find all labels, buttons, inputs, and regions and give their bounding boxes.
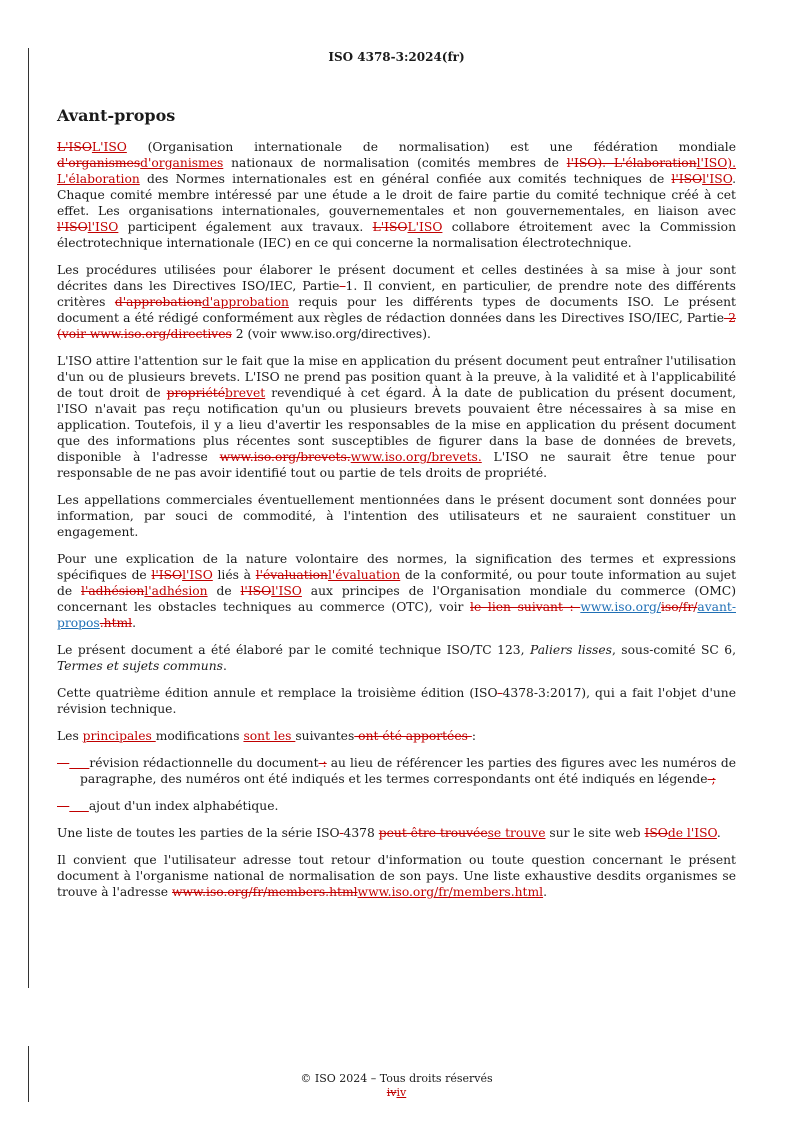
inserted-text: l'ISO: [87, 220, 119, 234]
inserted-text: l'évaluation: [327, 568, 401, 582]
inserted-dash: [69, 756, 89, 770]
inserted-dash: [69, 799, 89, 813]
paragraph-patents: L'ISO attire l'attention sur le fait que la mise en application du présent document peut entraîner l'utilisation d'un ou de plusieurs brevets. L'ISO ne prend pas position quant à la preuve, à la validité et à l'applicabilité de tout droit de propriétébrevet revendiqué à cet égard. À la date de publication du présent document, l'ISO n'avait pas reçu notification qu'un ou plusieurs brevets pouvaient être nécessaires à sa mise en application. Toutefois, il y a lieu d'avertir les responsables de la mise en application du présent document que des informations plus récentes sont susceptibles de figurer dans la base de données de brevets, disponible à l'adresse www.iso.org/brevets.www.iso.org/brevets. L'ISO ne saurait être tenue pour responsable de ne pas avoir identifié tout ou partie de tels droits de propriété.: [57, 354, 737, 480]
deleted-link[interactable]: www.iso.org/brevets.: [219, 450, 351, 464]
page-footer: [0, 1072, 793, 1100]
paragraph-feedback: Il convient que l'utilisateur adresse tout retour d'information ou toute question concernant le présent document à l'organisme national de normalisation de son pays. Une liste exhaustive desdits organismes se trouve à l'adresse www.iso.org/fr/members.htmlwww.iso.org/fr/members.html.: [57, 853, 736, 899]
deleted-text: L'ISO: [372, 220, 408, 234]
inserted-text: L'ISO: [407, 220, 443, 234]
deleted-text: ;: [707, 772, 716, 786]
inserted-text: de l'ISO: [667, 826, 717, 840]
paragraph-voluntary-nature: Pour une explication de la nature volontaire des normes, la signification des termes et expressions spécifiques de l'ISOl'ISO liés à l'évaluationl'évaluation de la conformité, ou pour toute information au sujet de l'adhésionl'adhésion de l'ISOl'ISO aux principes de l'Organisation mondiale du commerce (OMC) concernant les obstacles techniques au commerce (OTC), voir le lien suivant : www.iso.org/iso/fr/avant-propos.html.: [57, 552, 737, 630]
deleted-text: peut être trouvée: [378, 826, 488, 840]
deleted-text: l'ISO: [671, 172, 703, 186]
inserted-text: brevet: [225, 386, 266, 400]
deleted-text: iso/fr/: [660, 600, 698, 614]
page-title: Avant-propos: [57, 106, 176, 125]
deleted-link[interactable]: www.iso.org/fr/members.html: [172, 885, 358, 899]
inserted-text: l'ISO). L'élaboration: [57, 156, 737, 186]
deleted-text: l'ISO: [57, 220, 88, 234]
left-margin-bar-top: [28, 48, 29, 988]
deleted-text: l'ISO: [151, 568, 183, 582]
paragraph-procedures: Les procédures utilisées pour élaborer le présent document et celles destinées à sa mise à jour sont décrites dans les Directives ISO/IEC, Partie 1. Il convient, en particulier, de prendre note des différents critères d'approbationd'approbation requis pour les différents types de documents ISO. Le présent document a été rédigé conformément aux règles de rédaction données dans les Directives ISO/IEC, Partie 2 (voir www.iso.org/directives 2 (voir www.iso.org/directives).: [57, 263, 737, 341]
inserted-text: sont les: [243, 729, 296, 743]
deleted-text: :: [318, 756, 327, 770]
deleted-text: .html: [99, 616, 133, 630]
inserted-text: L'ISO: [91, 140, 127, 154]
paragraph-series-list: Une liste de toutes les parties de la série ISO 4378 peut être trouvéese trouve sur le site web ISOde l'ISO.: [57, 826, 721, 840]
deleted-dash: —: [57, 756, 70, 770]
deleted-dash: —: [57, 799, 70, 813]
main-content: [57, 106, 736, 911]
paragraph-committee: Le présent document a été élaboré par le comité technique ISO/TC 123, Paliers lisses, sous-comité SC 6, Termes et sujets communs.: [57, 643, 737, 673]
inserted-text: l'ISO: [182, 568, 213, 582]
inserted-text: se trouve: [487, 826, 546, 840]
foreword-link-domain[interactable]: www.iso.org/: [580, 600, 661, 614]
deleted-text: propriété: [166, 386, 225, 400]
deleted-text: d'approbation: [114, 295, 202, 309]
deleted-text: l'ISO). L'élaboration: [566, 156, 697, 170]
inserted-text: d'approbation: [201, 295, 289, 309]
deleted-text: 2 (voir www.iso.org/directives: [57, 311, 737, 341]
document-id: ISO 4378-3:2024(fr): [328, 50, 465, 64]
deleted-text: l'évaluation: [255, 568, 328, 582]
copyright-notice: © ISO 2024 – Tous droits réservés: [300, 1072, 493, 1085]
deleted-text: d'organismes: [57, 156, 141, 170]
deleted-text: l'adhésion: [81, 584, 145, 598]
paragraph-trade-names: Les appellations commerciales éventuellement mentionnées dans le présent document sont données pour information, par souci de commodité, à l'intention des utilisateurs et ne sauraient constituer un engagement.: [57, 493, 736, 539]
list-item-index: — ajout d'un index alphabétique.: [57, 799, 279, 813]
inserted-text: d'organismes: [140, 156, 224, 170]
list-item-editorial-revision: — révision rédactionnelle du document : au lieu de référencer les parties des figures avec les numéros de paragraphe, des numéros ont été indiqués et les termes correspondants ont été indiqués en légende ;: [57, 756, 736, 786]
paragraph-edition: Cette quatrième édition annule et remplace la troisième édition (ISO 4378-3:2017), qui a fait l'objet d'une révision technique.: [57, 686, 736, 716]
deleted-text: l'ISO: [240, 584, 272, 598]
deleted-text: ont été apportées: [354, 729, 472, 743]
patents-link[interactable]: www.iso.org/brevets.: [350, 450, 482, 464]
inserted-text: l'ISO: [702, 172, 733, 186]
inserted-text: l'adhésion: [144, 584, 208, 598]
deleted-text: le lien suivant :: [470, 600, 581, 614]
deleted-text: ISO: [644, 826, 668, 840]
deleted-text: L'ISO: [57, 140, 92, 154]
inserted-text-plain: 2 (voir www.iso.org/directives: [231, 327, 423, 341]
inserted-text: l'ISO: [271, 584, 302, 598]
paragraph-iso: L'ISOL'ISO (Organisation internationale de normalisation) est une fédération mondiale d'organismesd'organismes nationaux de normalisation (comités membres de l'ISO). L'élaborationl'ISO). L'élaboration des Normes internationales est en général confiée aux comités techniques de l'ISOl'ISO. Chaque comité membre intéressé par une étude a le droit de faire partie du comité technique créé à cet effet. Les organisations internationales, gouvernementales et non gouvernementales, en liaison avec l'ISOl'ISO participent également aux travaux. L'ISOL'ISO collabore étroitement avec la Commission électrotechnique internationale (IEC) en ce qui concerne la normalisation électrotechnique.: [57, 140, 737, 250]
paragraph-modifications: Les principales modifications sont les suivantes ont été apportées :: [57, 729, 476, 743]
inserted-text: principales: [82, 729, 156, 743]
members-link[interactable]: www.iso.org/fr/members.html: [357, 885, 544, 899]
page-number: iviv: [386, 1086, 407, 1099]
foreword-link-path[interactable]: avant-propos: [57, 600, 736, 630]
